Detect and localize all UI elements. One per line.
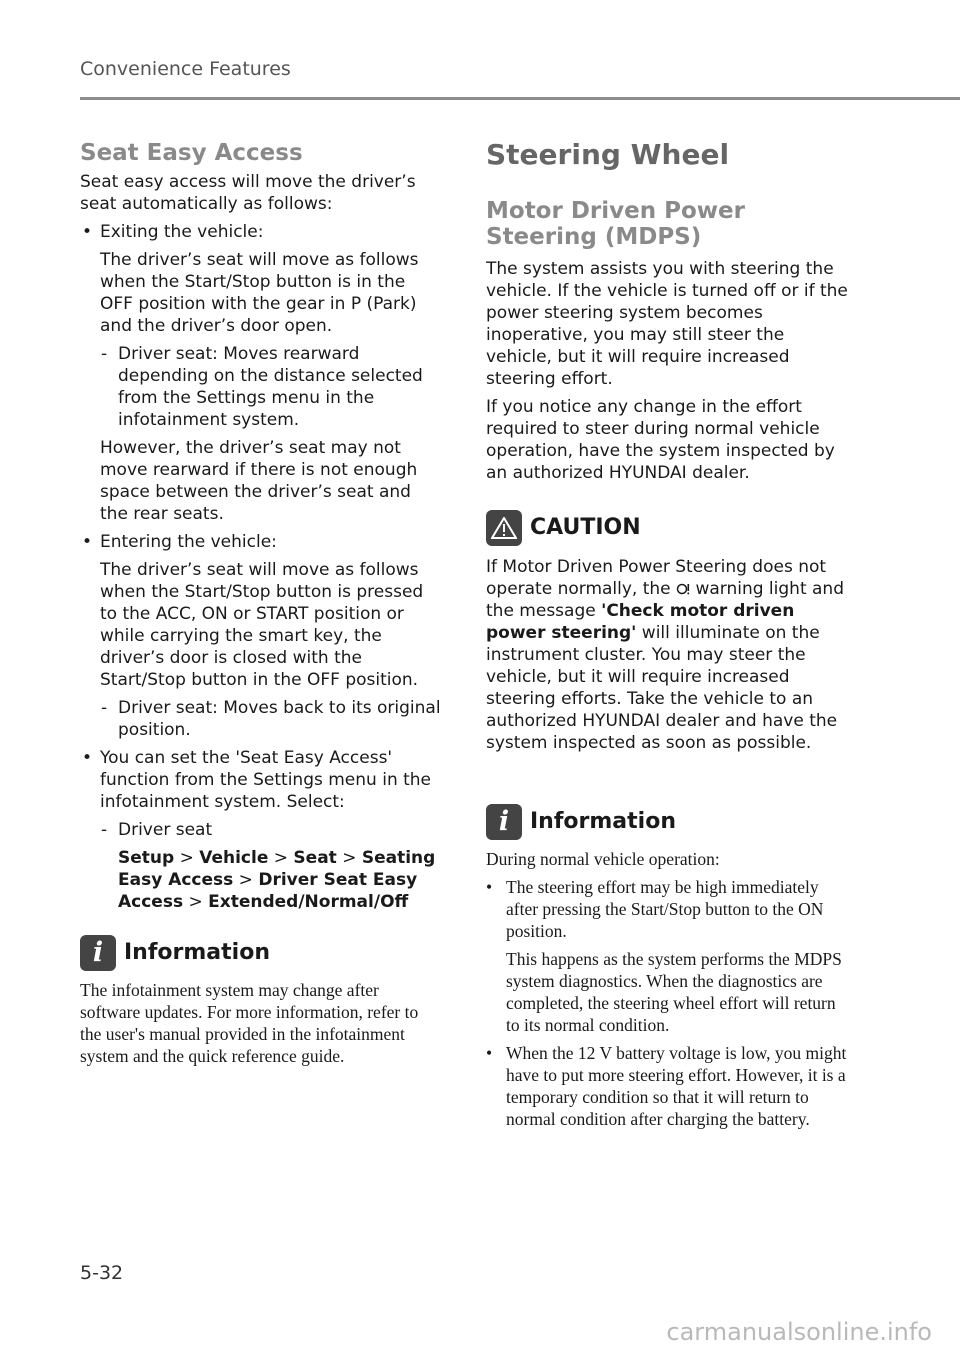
information-title: Information <box>124 940 270 965</box>
caution-text: If Motor Driven Power Steering does not operate normally, the warning light and the message 'Check motor driven power steering' will illuminate on the instrument cluster. You may steer the vehicle, but it will require increased steering efforts. Take the vehicle to an authorized HYUNDAI dealer and have the system inspected as soon as possible. <box>486 557 844 753</box>
right-column <box>486 138 848 1130</box>
header-divider <box>80 97 960 100</box>
exiting-description: The driver’s seat will move as follows when the Start/Stop button is in the OFF position with the gear in P (Park) and the driver’s door open. <box>100 250 419 336</box>
menu-path: Setup > Vehicle > Seat > Seating Easy Access > Driver Seat Easy Access > Extended/Normal/Off <box>118 848 436 912</box>
settings-driver-seat: - Driver seat <box>80 819 442 841</box>
entering-description: The driver’s seat will move as follows when the Start/Stop button is pressed to the ACC, ON or START position or while carrying the smart key, the driver’s door is closed with the Start/Stop button in the OFF position. <box>100 560 424 690</box>
mdps-paragraph-1: The system assists you with steering the vehicle. If the vehicle is turned off or if the power steering system becomes inoperative, you may still steer the vehicle, but it will require increased steering effort. <box>486 259 848 389</box>
caution-box-header <box>486 510 848 546</box>
information-title-right: Information <box>530 809 676 834</box>
left-column <box>80 138 442 1067</box>
running-header: Convenience Features <box>80 58 291 80</box>
watermark-text: carmanualsonline.info <box>666 1318 932 1346</box>
intro-text: Seat easy access will move the driver’s seat automatically as follows: <box>80 172 416 214</box>
information-text: The infotainment system may change after software updates. For more information, refer to the user's manual provided in the infotainment system and the quick reference guide. <box>80 980 419 1066</box>
page-number: 5-32 <box>80 1262 124 1284</box>
exiting-driver-seat: - Driver seat: Moves rearward depending on the distance selected from the Settings menu in the infotainment system. <box>80 343 442 431</box>
section-title-seat-easy-access: Seat Easy Access <box>80 140 303 166</box>
info-icon: i <box>80 935 116 971</box>
caution-title: CAUTION <box>530 515 641 540</box>
steering-warning-icon <box>676 579 690 591</box>
info-icon: i <box>486 804 522 840</box>
bullet-settings: • You can set the 'Seat Easy Access' function from the Settings menu in the infotainment system. Select: <box>80 747 442 813</box>
mdps-paragraph-2: If you notice any change in the effort required to steer during normal vehicle operation, have the system inspected by an authorized HYUNDAI dealer. <box>486 397 835 483</box>
information-box-header <box>80 935 442 971</box>
bullet-entering: • Entering the vehicle: <box>80 531 442 553</box>
entering-driver-seat: - Driver seat: Moves back to its original position. <box>80 697 442 741</box>
information-box-header-right <box>486 804 848 840</box>
info-bullet-1: • The steering effort may be high immediately after pressing the Start/Stop button to the ON position. <box>486 876 848 942</box>
exiting-note: However, the driver’s seat may not move rearward if there is not enough space between the driver’s seat and the rear seats. <box>100 438 418 524</box>
bullet-exiting: • Exiting the vehicle: <box>80 221 442 243</box>
info-intro: During normal vehicle operation: <box>486 849 720 869</box>
info-bullet-1-note: This happens as the system performs the MDPS system diagnostics. When the diagnostics are completed, the steering wheel effort will return to its normal condition. <box>506 949 842 1035</box>
caution-warning-icon <box>486 510 522 546</box>
information-text-right <box>486 848 848 1130</box>
info-bullet-2: • When the 12 V battery voltage is low, you might have to put more steering effort. However, it is a temporary condition so that it will return to normal condition after charging the battery. <box>486 1042 848 1130</box>
subsection-title-mdps: Motor Driven Power Steering (MDPS) <box>486 198 745 250</box>
section-title-steering-wheel: Steering Wheel <box>486 138 730 171</box>
